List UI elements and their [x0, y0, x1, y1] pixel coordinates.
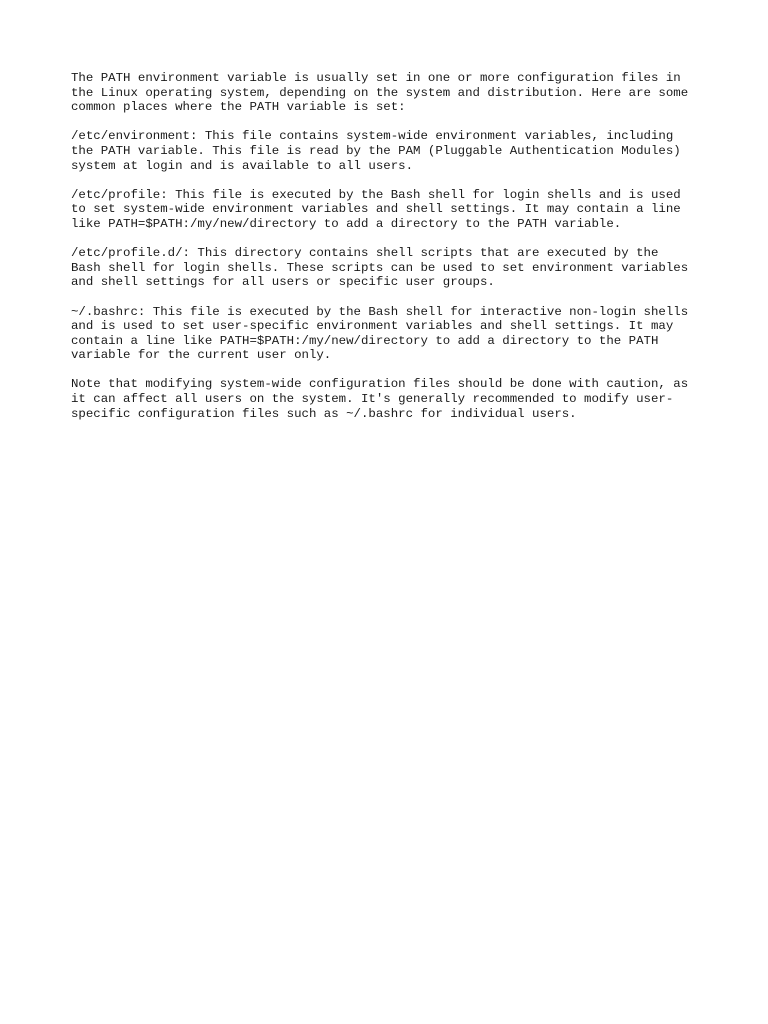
text-line: and shell settings for all users or specific user groups. — [71, 275, 495, 290]
paragraph-etc-profile — [71, 188, 711, 232]
text-line: /etc/profile: This file is executed by the Bash shell for login shells and is used — [71, 187, 681, 202]
text-line: variable for the current user only. — [71, 348, 332, 363]
text-line: ~/.bashrc: This file is executed by the Bash shell for interactive non-login shells — [71, 304, 689, 319]
paragraph-etc-profile-d — [71, 246, 711, 290]
text-line: specific configuration files such as ~/.bashrc for individual users. — [71, 406, 577, 421]
paragraph-etc-environment — [71, 129, 711, 173]
document-body — [71, 71, 711, 436]
text-line: like PATH=$PATH:/my/new/directory to add a directory to the PATH variable. — [71, 216, 622, 231]
text-line: system at login and is available to all users. — [71, 158, 414, 173]
text-line: Bash shell for login shells. These scripts can be used to set environment variables — [71, 260, 689, 275]
text-line: the PATH variable. This file is read by the PAM (Pluggable Authentication Modules) — [71, 143, 681, 158]
text-line: and is used to set user-specific environment variables and shell settings. It may — [71, 319, 674, 334]
text-line: the Linux operating system, depending on the system and distribution. Here are some — [71, 85, 689, 100]
text-line: contain a line like PATH=$PATH:/my/new/directory to add a directory to the PATH — [71, 333, 659, 348]
text-line: common places where the PATH variable is set: — [71, 100, 406, 115]
text-line: Note that modifying system-wide configuration files should be done with caution, as — [71, 377, 689, 392]
text-line: The PATH environment variable is usually set in one or more configuration files in — [71, 71, 681, 85]
text-line: to set system-wide environment variables and shell settings. It may contain a line — [71, 202, 681, 217]
text-line: /etc/environment: This file contains system-wide environment variables, including — [71, 129, 674, 144]
text-line: /etc/profile.d/: This directory contains shell scripts that are executed by the — [71, 246, 659, 261]
paragraph-intro — [71, 71, 711, 115]
paragraph-bashrc — [71, 305, 711, 363]
text-line: it can affect all users on the system. It's generally recommended to modify user- — [71, 392, 674, 407]
paragraph-note — [71, 377, 711, 421]
